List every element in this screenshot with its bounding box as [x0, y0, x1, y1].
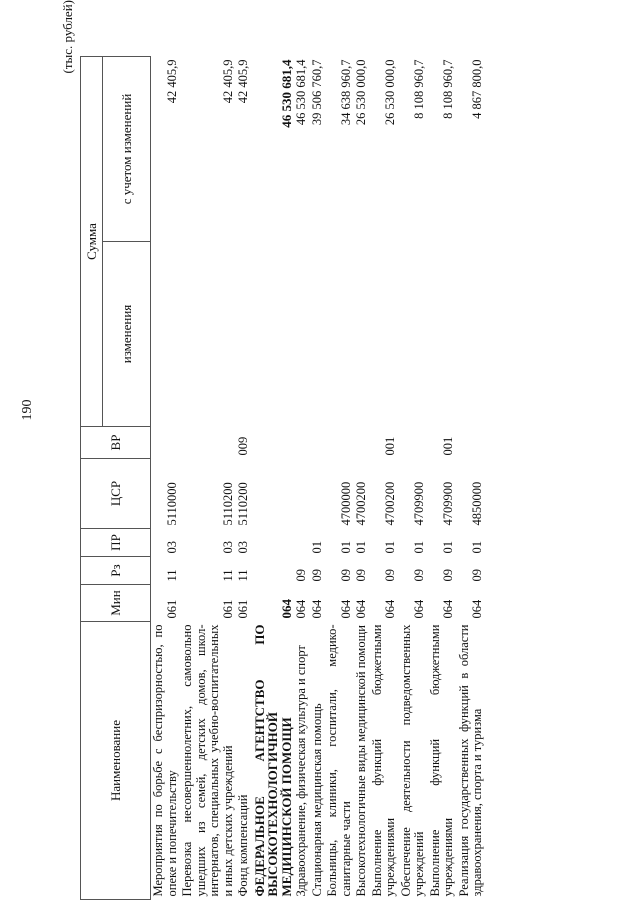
- row-change: [457, 242, 486, 427]
- row-total: 8 108 960,7: [412, 59, 426, 119]
- row-pr: 01: [338, 541, 353, 554]
- row-vr: [399, 427, 428, 459]
- row-total: 26 530 000,0: [383, 59, 397, 126]
- table-row: [151, 57, 181, 900]
- row-min: 064: [338, 599, 353, 619]
- row-csr: [294, 459, 310, 529]
- row-min: 061: [220, 599, 235, 619]
- row-csr: 4700000: [338, 481, 353, 526]
- table-row: [457, 57, 486, 900]
- row-change: [151, 242, 181, 427]
- row-csr: 4700200: [354, 481, 368, 526]
- row-change: [236, 242, 252, 427]
- row-total: 42 405,9: [164, 59, 179, 104]
- table-row: [310, 57, 326, 900]
- row-name: ФЕДЕРАЛЬНОЕ АГЕНТСТВО ПО ВЫСОКОТЕХНОЛОГИЧНОЙ МЕДИЦИНСКОЙ ПОМОЩИ: [251, 624, 294, 897]
- row-name: Выполнение функций бюджетными учреждениями: [369, 624, 397, 897]
- table-row: [399, 57, 428, 900]
- row-total: 46 530 681,4: [278, 59, 294, 128]
- row-pr: 01: [470, 541, 484, 554]
- row-name: Здравоохранение, физическая культура и спорт: [294, 645, 308, 897]
- row-csr: 4850000: [470, 481, 484, 526]
- row-name: Обеспечение деятельности подведомственных учреждений: [398, 624, 426, 897]
- table-row: [325, 57, 354, 900]
- table-row: [180, 57, 236, 900]
- row-min: 064: [354, 599, 368, 619]
- row-min: 061: [236, 599, 250, 619]
- row-pr: 01: [441, 541, 455, 554]
- row-change: [294, 242, 310, 427]
- row-total: 26 530 000,0: [354, 59, 368, 126]
- row-min: 064: [441, 599, 455, 619]
- table-body: [151, 57, 486, 900]
- row-pr: 03: [164, 541, 179, 554]
- row-change: [399, 242, 428, 427]
- row-change: [325, 242, 354, 427]
- header-vr: ВР: [81, 427, 151, 459]
- table-row: [428, 57, 457, 900]
- row-pr: 01: [412, 541, 426, 554]
- row-name: Фонд компенсаций: [236, 794, 250, 897]
- row-min: 061: [164, 599, 179, 619]
- row-rz: 09: [383, 569, 397, 582]
- row-change: [354, 242, 370, 427]
- row-rz: 11: [220, 569, 235, 582]
- page-number: 190: [20, 399, 35, 421]
- row-rz: 09: [294, 569, 308, 582]
- header-csr: ЦСР: [81, 459, 151, 529]
- row-vr: [310, 427, 326, 459]
- table-header: [81, 57, 151, 900]
- row-vr: 001: [441, 436, 455, 456]
- row-rz: 09: [470, 569, 484, 582]
- row-vr: [294, 427, 310, 459]
- row-rz: 09: [354, 569, 368, 582]
- header-pr: ПР: [81, 529, 151, 557]
- row-vr: [354, 427, 370, 459]
- row-total: 42 405,9: [220, 59, 235, 104]
- header-with-changes: с учетом изменений: [103, 57, 151, 242]
- row-change: [180, 242, 236, 427]
- row-rz: 11: [236, 569, 250, 582]
- row-change: [310, 242, 326, 427]
- row-change: [428, 242, 457, 427]
- row-vr: [252, 427, 295, 459]
- row-min: 064: [278, 599, 294, 619]
- row-min: 064: [383, 599, 397, 619]
- row-name: Больницы, клиники, госпитали, медико-санитарные части: [325, 624, 353, 897]
- table-row: [354, 57, 370, 900]
- budget-table: [80, 56, 486, 900]
- row-rz: 09: [412, 569, 426, 582]
- row-name: Перевозка несовершеннолетних, самовольно ушедших из семей, детских домов, школ-интернатов, специальных учебно-воспитательных и иных детских учреждений: [180, 624, 235, 897]
- row-pr: 03: [220, 541, 235, 554]
- table-row: [370, 57, 399, 900]
- row-rz: 09: [338, 569, 353, 582]
- header-min: Мин: [81, 585, 151, 622]
- row-total: 46 530 681,4: [294, 59, 308, 126]
- row-vr: [325, 427, 354, 459]
- table-row: [294, 57, 310, 900]
- row-min: 064: [309, 599, 324, 619]
- row-name: Высокотехнологичные виды медицинской помощи: [354, 625, 368, 897]
- row-name: Стационарная медицинская помощь: [309, 703, 324, 897]
- row-vr: 009: [236, 436, 250, 456]
- row-csr: [310, 459, 326, 529]
- row-min: 064: [294, 599, 308, 619]
- row-vr: [151, 427, 181, 459]
- row-min: 064: [470, 599, 484, 619]
- row-min: 064: [412, 599, 426, 619]
- row-vr: [180, 427, 236, 459]
- header-changes: изменения: [103, 242, 151, 427]
- row-pr: 01: [354, 541, 368, 554]
- row-csr: 5110200: [220, 482, 235, 526]
- row-csr: 4709900: [412, 481, 426, 526]
- row-pr: 03: [236, 541, 250, 554]
- row-total: 8 108 960,7: [441, 59, 455, 119]
- row-csr: 5110000: [164, 482, 179, 526]
- row-csr: [252, 459, 295, 529]
- row-name: Реализация государственных функций в области здравоохранения, спорта и туризма: [456, 624, 484, 897]
- row-rz: 11: [164, 569, 179, 582]
- row-rz: 09: [309, 569, 324, 582]
- row-vr: 001: [383, 436, 397, 456]
- row-change: [252, 242, 295, 427]
- header-name: Наименование: [81, 622, 151, 900]
- row-change: [370, 242, 399, 427]
- row-total: 34 638 960,7: [338, 59, 353, 126]
- row-vr: [457, 427, 486, 459]
- row-rz: 09: [441, 569, 455, 582]
- row-pr: 01: [383, 541, 397, 554]
- row-name: Мероприятия по борьбе с беспризорностью, по опеке и попечительству: [151, 624, 179, 897]
- units-label: (тыс. рублей): [60, 0, 75, 74]
- row-total: 4 867 800,0: [470, 59, 484, 119]
- table-row: [236, 57, 252, 900]
- row-pr: [252, 529, 295, 557]
- row-pr: 01: [309, 541, 324, 554]
- row-rz: [252, 557, 295, 585]
- header-sum: Сумма: [81, 57, 103, 427]
- row-csr: 5110200: [236, 482, 250, 526]
- row-total: 42 405,9: [236, 59, 250, 104]
- row-csr: 4700200: [383, 481, 397, 526]
- row-csr: 4709900: [441, 481, 455, 526]
- table-row: [252, 57, 295, 900]
- row-pr: [294, 529, 310, 557]
- header-rz: Рз: [81, 557, 151, 585]
- row-total: 39 506 760,7: [309, 59, 324, 126]
- row-name: Выполнение функций бюджетными учреждениями: [427, 624, 455, 897]
